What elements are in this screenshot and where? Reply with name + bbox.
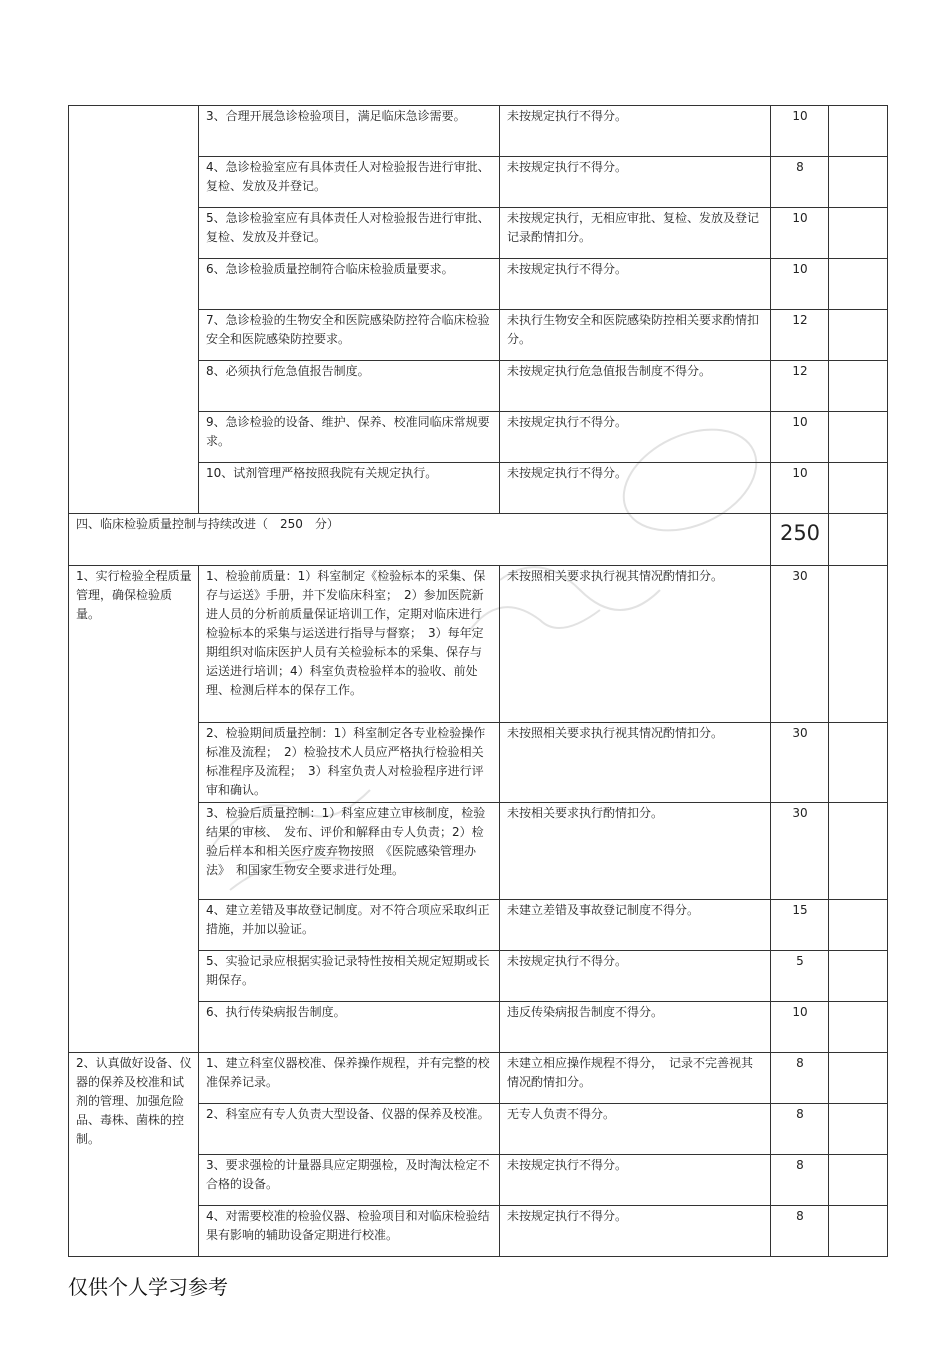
requirement-cell: 3、合理开展急诊检验项目，满足临床急诊需要。 bbox=[199, 106, 500, 157]
section-score: 250 bbox=[771, 514, 829, 566]
requirement-cell: 4、建立差错及事故登记制度。对不符合项应采取纠正措施，并加以验证。 bbox=[199, 900, 500, 951]
score-cell: 10 bbox=[771, 259, 829, 310]
remarks-cell bbox=[829, 1206, 888, 1257]
criterion-cell: 未按照相关要求执行视其情况酌情扣分。 bbox=[500, 723, 771, 803]
score-cell: 8 bbox=[771, 1104, 829, 1155]
criterion-cell: 未按规定执行不得分。 bbox=[500, 106, 771, 157]
remarks-cell bbox=[829, 723, 888, 803]
requirement-cell: 4、急诊检验室应有具体责任人对检验报告进行审批、复检、发放及并登记。 bbox=[199, 157, 500, 208]
criterion-cell: 未按规定执行不得分。 bbox=[500, 463, 771, 514]
requirement-cell: 6、执行传染病报告制度。 bbox=[199, 1002, 500, 1053]
category-cell: 1、实行检验全程质量管理，确保检验质量。 bbox=[69, 566, 199, 1053]
score-cell: 10 bbox=[771, 208, 829, 259]
remarks-cell bbox=[829, 157, 888, 208]
requirement-cell: 4、对需要校准的检验仪器、检验项目和对临床检验结果有影响的辅助设备定期进行校准。 bbox=[199, 1206, 500, 1257]
footer-note: 仅供个人学习参考 bbox=[68, 1275, 228, 1299]
requirement-cell: 3、检验后质量控制：1）科室应建立审核制度，检验结果的审核、 发布、评价和解释由专人负责；2）检验后样本和相关医疗废弃物按照 《医院感染管理办法》 和国家生物安全要求进行处理。 bbox=[199, 803, 500, 900]
criterion-cell: 未按规定执行不得分。 bbox=[500, 157, 771, 208]
remarks-cell bbox=[829, 900, 888, 951]
score-cell: 10 bbox=[771, 412, 829, 463]
remarks-cell bbox=[829, 514, 888, 566]
remarks-cell bbox=[829, 208, 888, 259]
criterion-cell: 未按规定执行不得分。 bbox=[500, 1206, 771, 1257]
remarks-cell bbox=[829, 1053, 888, 1104]
score-cell: 12 bbox=[771, 310, 829, 361]
criterion-cell: 未按照相关要求执行视其情况酌情扣分。 bbox=[500, 566, 771, 723]
criterion-cell: 未按规定执行不得分。 bbox=[500, 1155, 771, 1206]
table-row bbox=[69, 1053, 888, 1104]
requirement-cell: 3、要求强检的计量器具应定期强检，及时淘汰检定不合格的设备。 bbox=[199, 1155, 500, 1206]
score-cell: 30 bbox=[771, 566, 829, 723]
criterion-cell: 无专人负责不得分。 bbox=[500, 1104, 771, 1155]
remarks-cell bbox=[829, 1155, 888, 1206]
remarks-cell bbox=[829, 310, 888, 361]
criterion-cell: 未按规定执行危急值报告制度不得分。 bbox=[500, 361, 771, 412]
table-row bbox=[69, 566, 888, 723]
remarks-cell bbox=[829, 106, 888, 157]
table-row bbox=[69, 106, 888, 157]
remarks-cell bbox=[829, 951, 888, 1002]
requirement-cell: 1、检验前质量：1）科室制定《检验标本的采集、保存与运送》手册，并下发临床科室； 2）参加医院新进人员的分析前质量保证培训工作，定期对临床进行检验标本的采集与运送进行指导与督察； 3）每年定期组织对临床医护人员有关检验标本的采集、保存与运送进行培训；4）科室负责检验样本的验收、前处理、检测后样本的保存工作。 bbox=[199, 566, 500, 723]
score-cell: 5 bbox=[771, 951, 829, 1002]
criterion-cell: 未按规定执行不得分。 bbox=[500, 259, 771, 310]
score-cell: 15 bbox=[771, 900, 829, 951]
score-cell: 8 bbox=[771, 1206, 829, 1257]
remarks-cell bbox=[829, 1002, 888, 1053]
score-cell: 8 bbox=[771, 157, 829, 208]
score-cell: 30 bbox=[771, 723, 829, 803]
remarks-cell bbox=[829, 259, 888, 310]
section-title: 四、临床检验质量控制与持续改进（ 250 分） bbox=[69, 514, 771, 566]
score-cell: 8 bbox=[771, 1053, 829, 1104]
criterion-cell: 未按相关要求执行酌情扣分。 bbox=[500, 803, 771, 900]
criterion-cell: 未按规定执行不得分。 bbox=[500, 412, 771, 463]
requirement-cell: 1、建立科室仪器校准、保养操作规程，并有完整的校准保养记录。 bbox=[199, 1053, 500, 1104]
requirement-cell: 8、必须执行危急值报告制度。 bbox=[199, 361, 500, 412]
remarks-cell bbox=[829, 566, 888, 723]
criterion-cell: 未按规定执行不得分。 bbox=[500, 951, 771, 1002]
requirement-cell: 6、急诊检验质量控制符合临床检验质量要求。 bbox=[199, 259, 500, 310]
remarks-cell bbox=[829, 803, 888, 900]
score-cell: 8 bbox=[771, 1155, 829, 1206]
criterion-cell: 未按规定执行，无相应审批、复检、发放及登记记录酌情扣分。 bbox=[500, 208, 771, 259]
requirement-cell: 2、检验期间质量控制：1）科室制定各专业检验操作标准及流程； 2）检验技术人员应严格执行检验相关标准程序及流程； 3）科室负责人对检验程序进行评审和确认。 bbox=[199, 723, 500, 803]
remarks-cell bbox=[829, 1104, 888, 1155]
criterion-cell: 违反传染病报告制度不得分。 bbox=[500, 1002, 771, 1053]
section-header-row bbox=[69, 514, 888, 566]
score-cell: 30 bbox=[771, 803, 829, 900]
remarks-cell bbox=[829, 463, 888, 514]
score-cell: 10 bbox=[771, 1002, 829, 1053]
criterion-cell: 未执行生物安全和医院感染防控相关要求酌情扣分。 bbox=[500, 310, 771, 361]
requirement-cell: 5、急诊检验室应有具体责任人对检验报告进行审批、复检、发放及并登记。 bbox=[199, 208, 500, 259]
requirement-cell: 10、试剂管理严格按照我院有关规定执行。 bbox=[199, 463, 500, 514]
category-cell bbox=[69, 106, 199, 514]
score-cell: 10 bbox=[771, 463, 829, 514]
category-cell: 2、认真做好设备、仪器的保养及校准和试剂的管理、加强危险品、毒株、菌株的控制。 bbox=[69, 1053, 199, 1257]
remarks-cell bbox=[829, 412, 888, 463]
criterion-cell: 未建立差错及事故登记制度不得分。 bbox=[500, 900, 771, 951]
criterion-cell: 未建立相应操作规程不得分， 记录不完善视其情况酌情扣分。 bbox=[500, 1053, 771, 1104]
score-cell: 10 bbox=[771, 106, 829, 157]
remarks-cell bbox=[829, 361, 888, 412]
evaluation-table bbox=[68, 105, 888, 1257]
requirement-cell: 5、实验记录应根据实验记录特性按相关规定短期或长期保存。 bbox=[199, 951, 500, 1002]
requirement-cell: 2、科室应有专人负责大型设备、仪器的保养及校准。 bbox=[199, 1104, 500, 1155]
score-cell: 12 bbox=[771, 361, 829, 412]
requirement-cell: 9、急诊检验的设备、维护、保养、校准同临床常规要求。 bbox=[199, 412, 500, 463]
requirement-cell: 7、急诊检验的生物安全和医院感染防控符合临床检验安全和医院感染防控要求。 bbox=[199, 310, 500, 361]
